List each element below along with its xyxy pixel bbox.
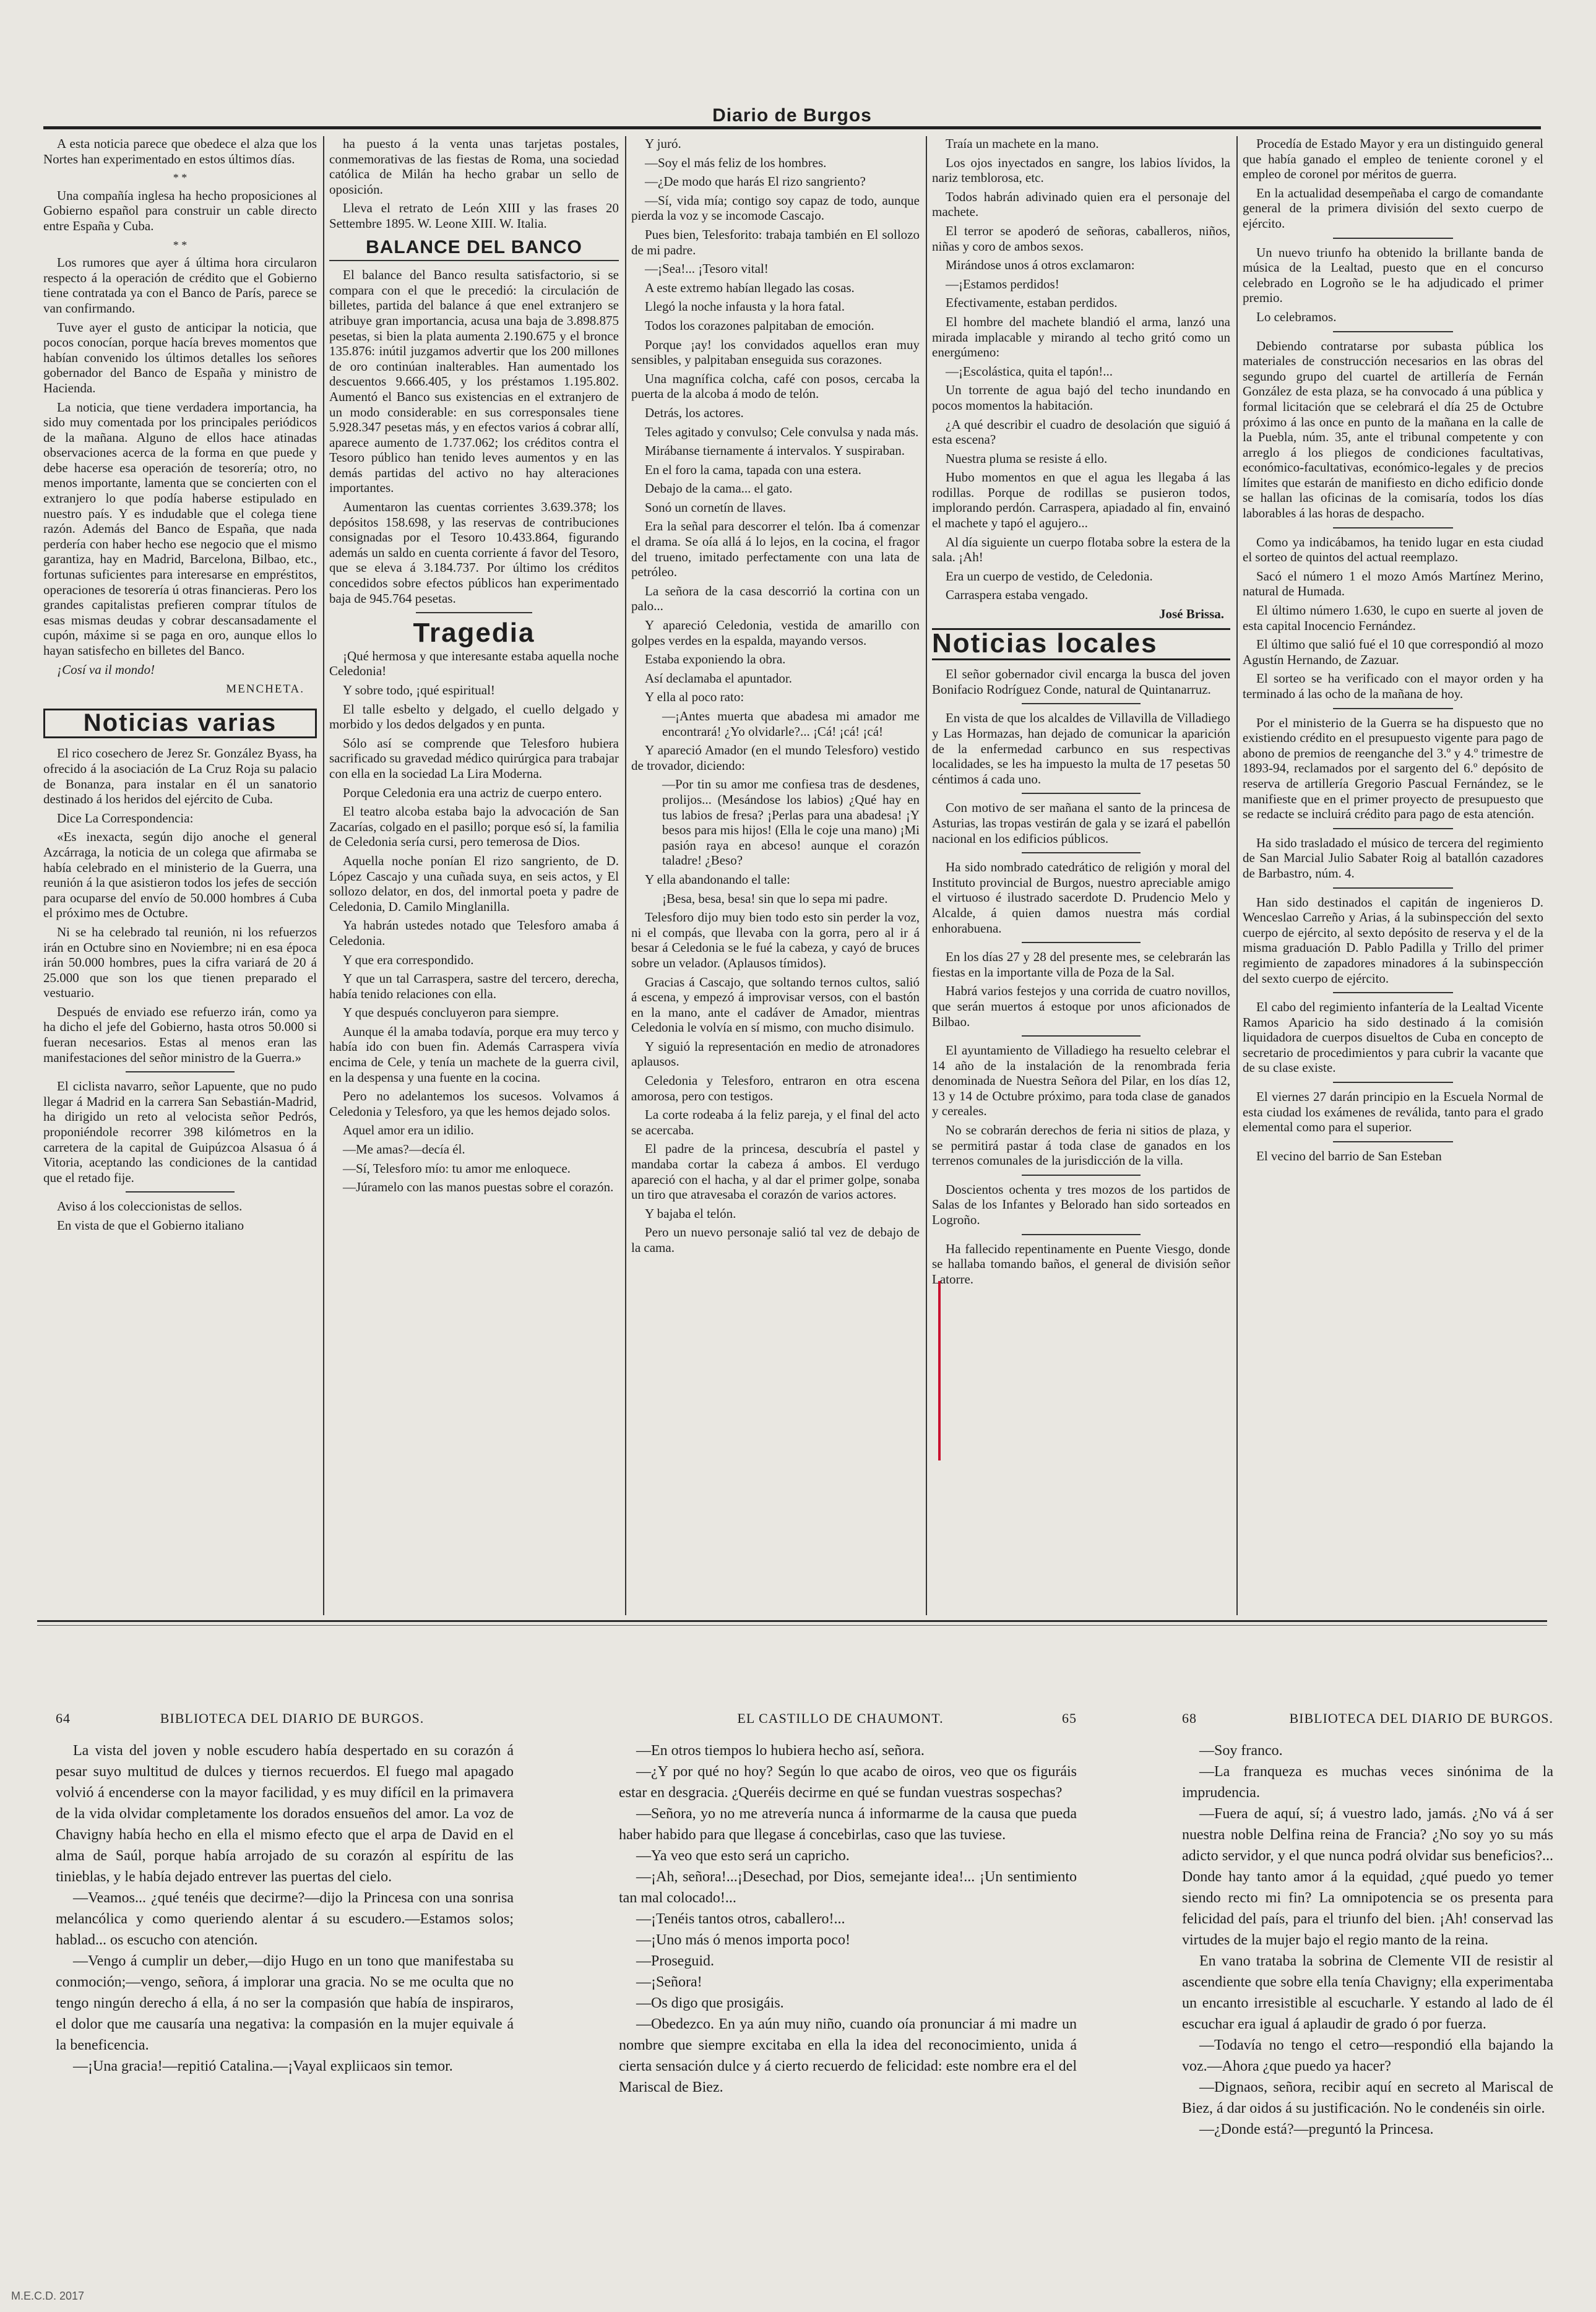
paragraph: —Proseguid. — [636, 1953, 714, 1969]
paragraph: Aviso á los coleccionistas de sellos. — [57, 1199, 243, 1214]
paragraph: Lleva el retrato de León XIII y las frases 20 Settembre 1895. W. Leone XIII. W. Italia. — [329, 201, 619, 231]
fold-line — [37, 1620, 1547, 1622]
paragraph: Por el ministerio de la Guerra se ha dispuesto que no existiendo crédito en el presupuesto vigente para pago de abono de premios de reenganche del 3.º y 4.º trimestre de 1893-94, reclamados por el sargento del 6.º depósito de reserva de artillería Gregorio Pascual Fernández, se le manifieste que en el primer proyecto de presupuesto que se redacte se incluirá crédito para pago de esta atención. — [1243, 715, 1543, 822]
paragraph: La corte rodeaba á la feliz pareja, y el final del acto se acercaba. — [631, 1107, 920, 1137]
paragraph: Estaba exponiendo la obra. — [645, 652, 786, 667]
page-header — [56, 1708, 514, 1729]
paragraph: —Sí, Telesforo mío: tu amor me enloquece. — [343, 1160, 571, 1176]
paragraph: A esta noticia parece que obedece el alza que los Nortes han experimentado en estos últimos días. — [43, 136, 317, 166]
paragraph: El rico cosechero de Jerez Sr. González Byass, ha ofrecido á la asociación de La Cruz Roja su palacio de Bonanza, para instalar en él un sanatorio destinado á los heridos del ejército de Cuba. — [43, 746, 317, 807]
paragraph: —Júramelo con las manos puestas sobre el corazón. — [343, 1180, 614, 1195]
separator: * * — [173, 171, 188, 184]
section-heading: Noticias varias — [43, 709, 317, 739]
paragraph: En el foro la cama, tapada con una estera. — [645, 462, 861, 477]
column-2 — [329, 136, 619, 1615]
paragraph: El talle esbelto y delgado, el cuello delgado y morbido y los dedos delgados y en punta. — [329, 701, 619, 732]
paragraph: Era un cuerpo de vestido, de Celedonia. — [946, 568, 1153, 584]
paragraph: Todos los corazones palpitaban de emoción. — [645, 317, 874, 333]
column-rule — [625, 136, 626, 1615]
divider — [1333, 1141, 1453, 1142]
paragraph: Un torrente de agua bajó del techo inundando en pocos momentos la habitación. — [932, 382, 1230, 413]
paragraph: Aquella noche ponían El rizo sangriento, de D. López Cascajo y una cuñada suya, en seis actos, y El sollozo delator, en dos, del inmortal poeta y padre de Celedonia, D. Camilo Minglanilla. — [329, 853, 619, 914]
paragraph: —Obedezco. En ya aún muy niño, cuando oía pronunciar á mi madre un nombre que siempre excitaba en ella la idea del reconocimiento, unida á cierta sensación dulce y á cierto recuerdo de felicidad: este nombre era el del Mariscal de Biez. — [619, 2016, 1077, 2095]
paragraph: Porque ¡ay! los convidados aquellos eran muy sensibles, y palpitaban enseguida sus corazones. — [631, 337, 920, 368]
paragraph: Los ojos inyectados en sangre, los labios lívidos, la nariz temblorosa, etc. — [932, 155, 1230, 186]
paragraph: Y ella abandonando el talle: — [645, 871, 790, 887]
paragraph: Pues bien, Telesforito: trabaja también en El sollozo de mi padre. — [631, 226, 920, 257]
paragraph: Y ella al poco rato: — [645, 689, 744, 705]
divider — [1022, 1234, 1141, 1235]
paragraph: Sonó un cornetín de llaves. — [645, 499, 787, 515]
masthead — [43, 105, 1541, 130]
paragraph: La noticia, que tiene verdadera importancia, ha sido muy comentada por los principales periódicos de la mañana. Alguno de ellos hace atinadas observaciones acerca de la forma en que puede y debe hacerse esa operación de tesorería; otro, no menos importante, lamenta que se concierten con el extranjero lo que podía haberse estipulado en nuestro país. Y es indudable que el colega tiene razón. Además del Banco de España, que nada perdería con haber hecho ese negocio que el mismo garantiza, hay en Madrid, Barcelona, Bilbao, etc., fortunas suficientes para interesarse en empréstitos, operaciones de tesorería ú otras financieras. Pero los grandes capitalistas prefieren comprar títulos de esas mismas deudas y cobrar descansadamente el cupón, máxime si se paga en oro, aunque ellos lo hayan satisfecho en billetes del Banco. — [43, 399, 317, 658]
column-rule — [323, 136, 324, 1615]
paragraph: Hubo momentos en que el agua les llegaba á las rodillas. Porque de rodillas se pusieron todos, implorando perdón. Carraspera, apiadado al fin, envainó el machete y tapó el agujero... — [932, 470, 1230, 531]
paragraph: Y bajaba el telón. — [645, 1206, 736, 1221]
paragraph: —¿De modo que harás El rizo sangriento? — [645, 174, 866, 189]
paragraph: El cabo del regimiento infantería de la Lealtad Vicente Ramos Aparicio ha sido destinado á la comisión liquidadora de cuerpos disueltos de Cuba en concepto de secretario de procedimientos y para cubrir la vacante que de su clase existe. — [1243, 999, 1543, 1076]
paragraph: Han sido destinados el capitán de ingenieros D. Wenceslao Carreño y Arias, á la subinspección del sexto cuerpo de ejército, al sexto depósito de reserva y el de la misma graduación D. Pablo Padilla y Trillo del primer regimiento de zapadores minadores á la subinspección del sexto cuerpo de ejército. — [1243, 894, 1543, 986]
divider — [1333, 331, 1453, 332]
paragraph: El balance del Banco resulta satisfactorio, si se compara con el que le precedió: la circulación de billetes, partida del balance á que enel extranjero se atribuye gran importancia, acusa una baja de 3.898.875 pesetas, si bien la plata aumenta 2.190.675 y el bronce 135.876: inútil juzgamos advertir que los 200 millones de oro continúan inalterables. Han aumentado los descuentos 9.666.405, y los préstamos 1.195.802. Aumentó el Banco sus existencias en el extranjero de un modo considerable: en sus corresponsales tiene 5.928.347 pesetas más, y en efectos varios á cobrar allí, aparece aumento de 1.737.062; los créditos contra el Tesoro público han tenido leves aumentos y en las demás partidas del activo no hay alteraciones importantes. — [329, 267, 619, 496]
paragraph: Lo celebramos. — [1256, 309, 1337, 324]
paragraph: —¿Donde está?—preguntó la Princesa. — [1199, 2121, 1434, 2137]
divider — [1022, 1175, 1141, 1176]
divider — [1333, 992, 1453, 993]
paragraph: Los rumores que ayer á última hora circularon respecto á la operación de crédito que el Gobierno tiene contratada ya con el Banco de París, parece se van confirmando. — [43, 255, 317, 316]
running-title: BIBLIOTECA DEL DIARIO DE BURGOS. — [1289, 1710, 1553, 1726]
paragraph: En vano trataba la sobrina de Clemente VII de resistir al ascendiente que sobre ella tenía Chavigny; ella experimentaba un encanto irresistible al escucharle. Y estando al lado de él escuchar era igual á aplaudir de grado ó por fuerza. — [1182, 1953, 1553, 2032]
divider — [1333, 828, 1453, 829]
divider — [1022, 703, 1141, 704]
divider — [1022, 1035, 1141, 1037]
paragraph: A este extremo habían llegado las cosas. — [645, 280, 855, 295]
paragraph: En vista de que el Gobierno italiano — [57, 1218, 244, 1233]
paragraph: Con motivo de ser mañana el santo de la princesa de Asturias, las tropas vestirán de gala y se izará el pabellón nacional en los edificios públicos. — [932, 800, 1230, 846]
paragraph: Telesforo dijo muy bien todo esto sin perder la voz, ni el compás, que llevaba con la gorra, pero al ir á besar á Celedonia se le fué la cabeza, y cayó de bruces sobre un velador. (Aplausos tímidos). — [631, 910, 920, 970]
paragraph: —Todavía no tengo el cetro—respondió ella bajando la voz.—Ahora ¿que puedo ya hacer? — [1182, 2037, 1553, 2074]
paragraph: En vista de que los alcaldes de Villavilla de Villadiego y Las Hormazas, han dejado de comunicar la aparición de la enfermedad carbunco en sus respectivas localidades, se les ha impuesto la multa de 17 pesetas 50 céntimos á cada uno. — [932, 710, 1230, 787]
paragraph: El señor gobernador civil encarga la busca del joven Bonifacio Rodríguez Conde, natural de Quintanarruz. — [932, 666, 1230, 697]
paragraph: Como ya indicábamos, ha tenido lugar en esta ciudad el sorteo de quintos del actual reemplazo. — [1243, 534, 1543, 565]
paragraph: El último número 1.630, le cupo en suerte al joven de esta capital Inocencio Fernández. — [1243, 603, 1543, 633]
paragraph: Ha fallecido repentinamente en Puente Viesgo, donde se hallaba tomando baños, el general de división señor Latorre. — [932, 1241, 1230, 1287]
divider — [126, 1191, 235, 1193]
fold-line — [37, 1625, 1547, 1626]
divider — [1333, 708, 1453, 709]
paragraph: No se cobrarán derechos de feria ni sitios de plaza, y se permitirá pastar á toda clase de ganados en los terrenos comunales de la jurisdicción de la villa. — [932, 1123, 1230, 1168]
paragraph: Y juró. — [645, 136, 681, 151]
paragraph: —¡Estamos perdidos! — [946, 276, 1059, 291]
paragraph: —Dignaos, señora, recibir aquí en secreto al Mariscal de Biez, á dar oidos á su justificación. No le condenéis sin oirle. — [1182, 2079, 1553, 2116]
column-1 — [43, 136, 317, 1615]
paragraph: Sólo así se comprende que Telesforo hubiera sacrificado su gravedad médico quirúrgica para trabajar con ella en la sociedad La Lira Moderna. — [329, 735, 619, 781]
paragraph: Al día siguiente un cuerpo flotaba sobre la estera de la sala. ¡Ah! — [932, 534, 1230, 565]
signature: José Brissa. — [1159, 606, 1224, 622]
paragraph: ha puesto á la venta unas tarjetas postales, conmemorativas de las fiestas de Roma, una sociedad católica de Milán ha hecho grabar un sello de oposición. — [329, 136, 619, 197]
paragraph: Celedonia y Telesforo, entraron en otra escena amorosa, pero con testigos. — [631, 1073, 920, 1103]
paragraph: —Sí, vida mía; contigo soy capaz de todo, aunque pierda la voz y se incomode Cascajo. — [631, 192, 920, 223]
paragraph: —Soy franco. — [1199, 1743, 1283, 1759]
paragraph: —Veamos... ¿qué tenéis que decirme?—dijo la Princesa con una sonrisa melancólica y como queriendo alentar á su escudero.—Estamos solos; hablad... os escucho con atención. — [56, 1890, 514, 1948]
paragraph: Todos habrán adivinado quien era el personaje del machete. — [932, 189, 1230, 220]
verse: ¡Besa, besa, besa! sin que lo sepa mi padre. — [662, 891, 888, 906]
signature: MENCHETA. — [226, 683, 304, 696]
novel-page-64 — [56, 1708, 514, 2290]
paragraph: Un nuevo triunfo ha obtenido la brillante banda de música de la Lealtad, puesto que en el concurso celebrado en Logroño se le ha adjudicado el primer premio. — [1243, 244, 1543, 306]
paragraph: La vista del joven y noble escudero había despertado en su corazón á pesar suyo multitud de dulces y tiernos recuerdos. El fuego mal apagado volvió á encenderse con la mayor facilidad, y es muy difícil en la primavera de la vida olvidar completamente los dorados ensueños del amor. La voz de Chavigny había hecho en ella el mismo efecto que el arpa de David en el alma de Saúl, porque había arrojado de su corazón al espíritu de las tinieblas, y le había dejado entrever las puertas del cielo. — [56, 1743, 514, 1885]
paragraph: Teles agitado y convulso; Cele convulsa y nada más. — [645, 424, 919, 439]
paragraph: —Vengo á cumplir un deber,—dijo Hugo en un tono que manifestaba su conmoción;—vengo, señora, á implorar una gracia. No se me oculta que no tengo ningún derecho á ella, á no ser la compasión que había de inspiraros, el dolor que me causaría una negativa: la compasión en la mujer equivale á la beneficencia. — [56, 1953, 514, 2053]
verse: —Por tin su amor me confiesa tras de desdenes, prolijos... (Mesándose los labios) ¿Qué hay en tus labios de fresa? ¡Perlas para una abadesa! ¡Y besos para mis hijos! (Ella le coje una mano) ¡Mi pasión raya en abceso! aunque el corazón taladre! ¿Beso? — [662, 777, 920, 868]
paragraph: —¡Uno más ó menos importa poco! — [636, 1932, 850, 1948]
paragraph: Mirábanse tiernamente á intervalos. Y suspiraban. — [645, 443, 905, 459]
masthead-rule — [43, 126, 1541, 129]
paragraph: En los días 27 y 28 del presente mes, se celebrarán las fiestas en la importante villa de Poza de la Sal. — [932, 949, 1230, 980]
paragraph: —En otros tiempos lo hubiera hecho así, señora. — [636, 1743, 925, 1759]
paragraph: —¡Tenéis tantos otros, caballero!... — [636, 1911, 845, 1927]
paragraph: Dice La Correspondencia: — [57, 810, 194, 826]
separator: * * — [173, 238, 188, 251]
paragraph: —¡Señora! — [636, 1974, 702, 1990]
paragraph: El hombre del machete blandió el arma, lanzó una mirada implacable y mirando al techo gritó como un energúmeno: — [932, 314, 1230, 360]
paragraph: Y apareció Celedonia, vestida de amarillo con golpes verdes en la espalda, mayando versos. — [631, 618, 920, 648]
paragraph: Y que era correspondido. — [343, 952, 474, 967]
divider — [416, 612, 532, 613]
page-number: 64 — [56, 1710, 71, 1726]
section-heading: BALANCE DEL BANCO — [329, 240, 619, 262]
verse: —¡Antes muerta que abadesa mi amador me encontrará! ¿Yo olvidarle?... ¡Cá! ¡cá! ¡cá! — [662, 709, 920, 739]
paragraph: El vecino del barrio de San Esteban — [1256, 1148, 1442, 1163]
paragraph: Aunque él la amaba todavía, porque era muy terco y había ido con buen fin. Además Carraspera vivía encima de Cele, y tenía un machete de la guerra civil, en la despensa y una fuente en la cocina. — [329, 1024, 619, 1085]
paragraph: —Fuera de aquí, sí; á vuestro lado, jamás. ¿No vá á ser nuestra noble Delfina reina de Francia? ¿No soy yo su más adicto servidor, y el que nunca podrá olvidar sus beneficios?... Donde hay tanto amor á la equidad, ¿qué puedo yo temer siendo recto mi fin? La omnipotencia se os presenta para felicidad del país, para el triunfo del bien. ¡Ah! conservad las virtudes de la mujer bajo el regio manto de la reina. — [1182, 1806, 1553, 1948]
paragraph: —La franqueza es muchas veces sinónima de la imprudencia. — [1182, 1764, 1553, 1801]
paragraph: Gracias á Cascajo, que soltando ternos cultos, salió á escena, y empezó á improvisar versos, con el bastón en la mano, ante el cadáver de Amador, mientras Celedonia le volvía en sí mismo, con mucho disimulo. — [631, 974, 920, 1035]
divider — [1333, 527, 1453, 528]
paragraph: —¡Escolástica, quita el tapón!... — [946, 363, 1113, 379]
paragraph: —¡Sea!... ¡Tesoro vital! — [645, 261, 769, 277]
paragraph: ¿A qué describir el cuadro de desolación que siguió á esta escena? — [932, 416, 1230, 447]
paragraph: Efectivamente, estaban perdidos. — [946, 295, 1118, 311]
paragraph: Porque Celedonia era una actriz de cuerpo entero. — [343, 785, 602, 800]
section-heading: Noticias locales — [932, 628, 1158, 658]
paragraph: Después de enviado ese refuerzo irán, como ya ha dicho el jefe del Gobierno, hasta otros 50.000 si fueran necesarios. Estas al menos eran las manifestaciones del señor ministro de la Guerra.» — [43, 1004, 317, 1065]
paragraph: Debajo de la cama... el gato. — [645, 481, 793, 496]
paragraph: El ayuntamiento de Villadiego ha resuelto celebrar el 14 año de la instalación de la renombrada feria denominada de Nuestra Señora del Pilar, en los días 12, 13 y 14 de Octubre próximo, para toda clase de ganados y cereales. — [932, 1043, 1230, 1119]
paragraph: Y siguió la representación en medio de atronadores aplausos. — [631, 1038, 920, 1069]
paragraph: Detrás, los actores. — [645, 405, 744, 420]
paragraph: Pero no adelantemos los sucesos. Volvamos á Celedonia y Telesforo, ya que les hemos dejado solos. — [329, 1089, 619, 1119]
paragraph: Debiendo contratarse por subasta pública los materiales de construcción necesarios en las obras del segundo grupo del cuartel de artillería de Fernán González de esta plaza, se ha convocado á una pública y formal licitación que se celebrará el día 25 de Octubre próximo á las once en punto de la mañana en la calle de la Puebla, núm. 35, ante el tribunal competente y con arreglo á los pliegos de condiciones facultativas, económico-facultativas, económico-legales y de precios límites que estarán de manifiesto en dicho edificio donde se hallan las oficinas de la comisaría, todos los días laborables á las horas de despacho. — [1243, 338, 1543, 521]
paragraph: Ya habrán ustedes notado que Telesforo amaba á Celedonia. — [329, 918, 619, 948]
divider — [1333, 238, 1453, 239]
masthead-title: Diario de Burgos — [712, 105, 872, 126]
paragraph: El último que salió fué el 10 que correspondió al mozo Agustín Hernando, de Zazuar. — [1243, 637, 1543, 667]
paragraph: Y que un tal Carraspera, sastre del tercero, derecha, había tenido relaciones con ella. — [329, 971, 619, 1001]
paragraph: El sorteo se ha verificado con el mayor orden y ha terminado á las ocho de la mañana de hoy. — [1243, 671, 1543, 701]
columns — [43, 136, 1547, 1615]
paragraph: —Soy el más feliz de los hombres. — [645, 155, 827, 170]
red-pencil-mark — [938, 1281, 941, 1460]
paragraph: El viernes 27 darán principio en la Escuela Normal de esta ciudad los exámenes de reválida, tanto para el grado elemental como para el superior. — [1243, 1089, 1543, 1135]
paragraph: —Ya veo que esto será un capricho. — [636, 1848, 850, 1864]
paragraph: Una magnífica colcha, café con posos, cercaba la puerta de la alcoba á modo de telón. — [631, 371, 920, 402]
paragraph: Tuve ayer el gusto de anticipar la noticia, que pocos conocían, porque hacía breves momentos que habían convenido los últimos detalles los señores gobernador del Banco de España y ministro de Hacienda. — [43, 319, 317, 395]
paragraph: «Es inexacta, según dijo anoche el general Azcárraga, la noticia de un colega que afirmaba se había celebrado en el ministerio de la Guerra, una reunión á la que asistieron todos los jefes de sección para ocuparse del envío de 50.000 hombres á Cuba el próximo mes de Octubre. — [43, 829, 317, 921]
paragraph: Y sobre todo, ¡qué espiritual! — [343, 683, 495, 697]
paragraph: El terror se apoderó de señoras, caballeros, niños, niñas y coro de ambos sexos. — [932, 223, 1230, 254]
divider — [1022, 793, 1141, 794]
novel-page-68 — [1182, 1708, 1553, 2290]
section-heading: Tragedia — [413, 618, 535, 649]
paragraph: En la actualidad desempeñaba el cargo de comandante general de la primera división del sexto cuerpo de ejército. — [1243, 185, 1543, 231]
paragraph: El teatro alcoba estaba bajo la advocación de San Zacarías, colgado en el pasillo; porque esó sí, la familia de Celedonia sería cursi, pero temerosa de Dios. — [329, 804, 619, 850]
paragraph: Traía un machete en la mano. — [946, 136, 1099, 151]
page-number: 65 — [1061, 1710, 1077, 1726]
paragraph: Carraspera estaba vengado. — [946, 587, 1089, 603]
page-number: 68 — [1182, 1710, 1197, 1726]
column-3 — [631, 136, 920, 1615]
paragraph: El ciclista navarro, señor Lapuente, que no pudo llegar á Madrid en la carrera San Sebastián-Madrid, ha dirigido un reto al velocista señor Pedrós, proponiéndole recorrer 398 kilómetros en la carretera de la capital de Guipúzcoa Alsasua ó á Vitoria, aceptando las condiciones de la cantidad que el retado fije. — [43, 1079, 317, 1185]
divider — [932, 658, 1230, 660]
column-rule — [1236, 136, 1238, 1615]
paragraph: Doscientos ochenta y tres mozos de los partidos de Salas de los Infantes y Belorado han sido sorteados en Logroño. — [932, 1181, 1230, 1228]
page-header — [1182, 1708, 1553, 1729]
divider — [1022, 852, 1141, 853]
paragraph: Y que después concluyeron para siempre. — [343, 1005, 559, 1020]
paragraph: ¡Qué hermosa y que interesante estaba aquella noche Celedonia! — [329, 648, 619, 679]
paragraph: ¡Cosí va il mondo! — [57, 662, 155, 677]
paragraph: Habrá varios festejos y una corrida de cuatro novillos, que serán muertos á estoque por unos aficionados de Bilbao. — [932, 983, 1230, 1029]
divider — [126, 1071, 235, 1072]
paragraph: La señora de la casa descorrió la cortina con un palo... — [631, 583, 920, 614]
running-title: EL CASTILLO DE CHAUMONT. — [737, 1710, 944, 1726]
running-title: BIBLIOTECA DEL DIARIO DE BURGOS. — [160, 1710, 425, 1726]
paragraph: Aquel amor era un idilio. — [343, 1123, 474, 1138]
paragraph: —¡Una gracia!—repitió Catalina.—¡Vayal expliicaos sin temor. — [73, 2058, 453, 2074]
novel-page-65 — [619, 1708, 1077, 2290]
paragraph: —Os digo que prosigáis. — [636, 1995, 784, 2011]
paragraph: El padre de la princesa, descubría el pastel y mandaba cortar la cabeza á ambos. El verdugo apareció con el hacha, y al dar el primer golpe, sonaba un tiro que atravesaba el corazón de varios actores. — [631, 1141, 920, 1202]
paragraph: Aumentaron las cuentas corrientes 3.639.378; los depósitos 158.698, y las reservas de contribuciones consignadas por el Tesoro 10.433.864, figurando además un saldo en cuenta corriente á favor del Tesoro, que se eleva á 3.184.737. Por último los créditos concedidos sobre efectos públicos han experimentado baja de 945.764 pesetas. — [329, 499, 619, 606]
paragraph: Era la señal para descorrer el telón. Iba á comenzar el drama. Se oía allá á lo lejos, en la cocina, el fragor del trueno, imitado perfectamente con una lata de petróleo. — [631, 519, 920, 580]
divider — [1333, 1082, 1453, 1083]
column-5 — [1243, 136, 1543, 1615]
paragraph: Una compañía inglesa ha hecho proposiciones al Gobierno español para construir un cable directo entre España y Cuba. — [43, 188, 317, 233]
paragraph: Ha sido trasladado el músico de tercera del regimiento de San Marcial Julio Sabater Roig al batallón cazadores de Barbastro, núm. 4. — [1243, 835, 1543, 881]
paragraph: Mirándose unos á otros exclamaron: — [946, 257, 1135, 273]
divider — [1022, 942, 1141, 943]
column-rule — [926, 136, 927, 1615]
page-header — [619, 1708, 1077, 1729]
column-4 — [932, 136, 1230, 1615]
paragraph: Y apareció Amador (en el mundo Telesforo) vestido de trovador, diciendo: — [631, 743, 920, 773]
archive-watermark: M.E.C.D. 2017 — [11, 2290, 85, 2302]
paragraph: Procedía de Estado Mayor y era un distinguido general que había ganado el empleo de teniente coronel y el empleo de coronel por méritos de guerra. — [1243, 136, 1543, 182]
paragraph: Ni se ha celebrado tal reunión, ni los refuerzos irán en Octubre sino en Noviembre; ni en esa época irán 50.000 hombres, pues la cifra variará de 20 á 25.000 que son los que tienen preparado el vestuario. — [43, 924, 317, 1001]
paragraph: Así declamaba el apuntador. — [645, 670, 792, 686]
paragraph: Ha sido nombrado catedrático de religión y moral del Instituto provincial de Burgos, nuestro apreciable amigo el virtuoso é ilustrado sacerdote D. Prudencio Melo y Alcalde, á quien damos nuestra más cordial enhorabuena. — [932, 860, 1230, 936]
paragraph: Nuestra pluma se resiste á ello. — [946, 451, 1108, 466]
paragraph: —Me amas?—decía él. — [343, 1142, 465, 1157]
paragraph: —Señora, yo no me atrevería nunca á informarme de la causa que pueda haber habido para que llegase á concebirlas, caso que las tuviese. — [619, 1806, 1077, 1843]
paragraph: —¡Ah, señora!...¡Desechad, por Dios, semejante idea!... ¡Un sentimiento tan mal colocado!... — [619, 1869, 1077, 1906]
paragraph: —¿Y por qué no hoy? Según lo que acabo de oiros, veo que os figuráis estar en desgracia. ¿Queréis decirme en qué se fundan vuestras sospechas? — [619, 1764, 1077, 1801]
paragraph: Llegó la noche infausta y la hora fatal. — [645, 299, 845, 314]
paragraph: Sacó el número 1 el mozo Amós Martínez Merino, natural de Humada. — [1243, 568, 1543, 599]
divider — [1333, 887, 1453, 889]
paragraph: Pero un nuevo personaje salió tal vez de debajo de la cama. — [631, 1225, 920, 1255]
